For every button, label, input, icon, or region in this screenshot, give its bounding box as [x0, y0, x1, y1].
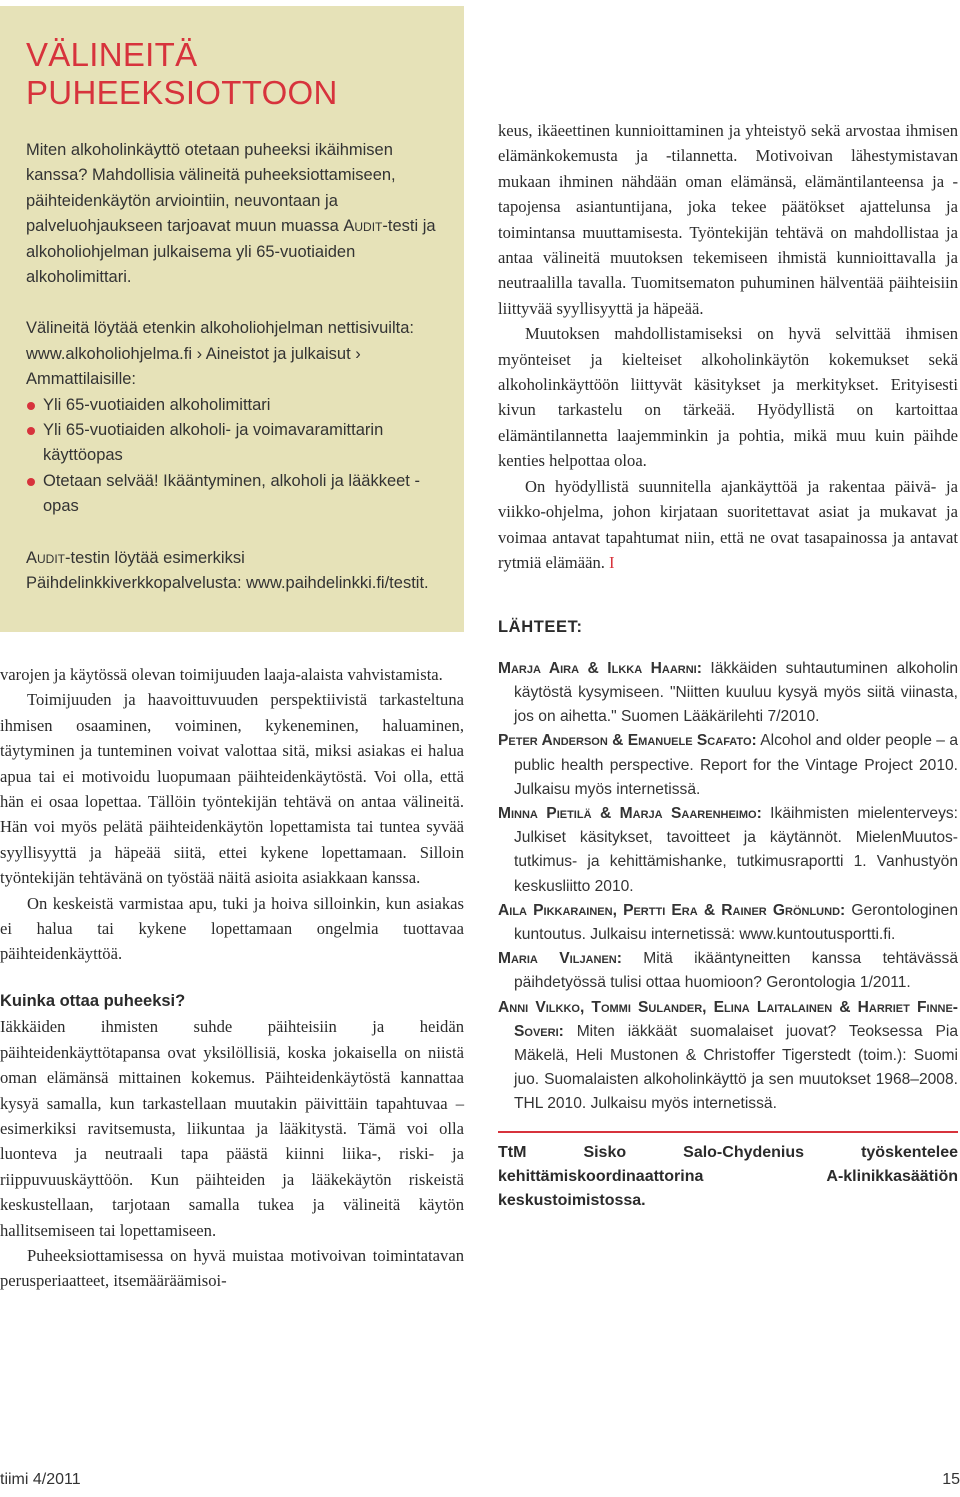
box-intro-suffix: -testi ja alkoholiohjelman julkaisema yli 65-vuotiaiden alkoholimittari. — [26, 217, 436, 287]
box-title-line-1: VÄLINEITÄ — [26, 36, 198, 73]
bullet-text: Yli 65-vuotiaiden alkoholi- ja voimavaramittarin käyttöopas — [43, 421, 384, 465]
body-paragraph — [498, 474, 958, 576]
source-authors: Maria Viljanen: — [498, 950, 622, 968]
author-bio: TtM Sisko Salo-Chydenius työskentelee kehittämiskoordinaattorina A-klinikkasäätiön keskustoimistossa. — [498, 1143, 958, 1209]
source-text: Mitä ikääntyneitten kanssa tehtävässä päihdetyössä tulisi ottaa huomioon? Gerontologia 1/2011. — [514, 950, 958, 992]
box-title-line-2: PUHEEKSIOTTOON — [26, 74, 338, 111]
audit-word: Audit — [26, 548, 66, 567]
paragraph-text: On hyödyllistä suunnitella ajankäyttöä ja rakentaa päivä- ja viikko-ohjelma, johon kirjataan suoritettavat asiat ja mukavat ja voimaa antavat tapahtumat niin, että ne ovat tasapainossa ja antavat rytmiä elämään. — [498, 476, 958, 572]
source-entry — [498, 729, 958, 802]
page-number: 15 — [942, 1471, 960, 1488]
box-intro-text: Miten alkoholinkäyttö otetaan puheeksi ikäihmisen kanssa? Mahdollisia välineitä puheeksiottamiseen, päihteidenkäytön arviointiin, neuvontaan ja palveluohjaukseen tarjoavat muun muassa — [26, 141, 396, 236]
body-paragraph: Muutoksen mahdollistamiseksi on hyvä selvittää ihmisen myönteiset ja kielteiset alkoholinkäytön kokemukset sekä alkoholinkäyttöön liittyvät käsitykset ja merkitykset. Erityisesti kivun tarkastelu on tärkeää. Hyödyllistä on kartoittaa elämäntilannetta laajemminkin ja pohtia, mikä muu kuin päihde kenties helpottaa oloa. — [498, 324, 958, 471]
source-authors: Aila Pikkarainen, Pertti Era & Rainer Grönlund: — [498, 901, 846, 919]
box-bullet-list — [26, 393, 442, 520]
left-column — [0, 662, 464, 1294]
bullet-text: Yli 65-vuotiaiden alkoholimittari — [43, 395, 271, 414]
source-authors: Anni Vilkko, Tommi Sulander, Elina Laitalainen & Harriet Finne-Soveri: — [498, 998, 958, 1040]
box-links-text: Välineitä löytää etenkin alkoholiohjelman nettisivuilta: www.alkoholiohjelma.fi › Aineistot ja julkaisut › Ammattilaisille: — [26, 319, 414, 389]
bullet-icon — [27, 402, 35, 410]
body-paragraph: On keskeistä varmistaa apu, tuki ja hoiva silloinkin, kun asiakas ei halua tai kykene lopettamaan ongelmia tuottavaa päihteidenkäyttöä. — [0, 893, 464, 964]
source-text: Iäkkäiden suhtautuminen alkoholin käytöstä kysymiseen. "Niitten kuuluu kysyä myös siitä viinasta, jos on aihetta." Suomen Lääkärilehti 7/2010. — [514, 659, 958, 726]
source-text: Alcohol and older people – a public health perspective. Report for the Vintage Project 2010. Julkaisu myös internetissä. — [514, 732, 958, 798]
source-text: Ikäihmisten mielenterveys: Julkiset käsitykset, tavoitteet ja käytännöt. MielenMuutos-tutkimus- ja kehittämishanke, tutkimusraportti 1. Vanhustyön keskusliitto 2010. — [514, 804, 959, 895]
sources-heading: LÄHTEET: — [498, 618, 583, 637]
body-paragraph: Toimijuuden ja haavoittuvuuden perspektiivistä tarkasteltuna ihmisen osaaminen, voiminen, kykeneminen, haluaminen, täytyminen ja tunteminen voivat valottaa sitä, miksi asiakas ei halua apua tai ei motivoidu luopumaan päihteidenkäytöstä. Voi olla, että hän ei osaa lopettaa. Tällöin työntekijän tehtävä on antaa välineitä. Hän voi myös pelätä päihteidenkäytön lopettamista tai tuntea syvää syyllisyyttä ja häpeää siitä, ettei kykene lopettamaan. Silloin työntekijän tehtävänä on työstää näitä asioita asiakkaan kanssa. — [0, 690, 464, 888]
source-authors: Peter Anderson & Emanuele Scafato: — [498, 732, 757, 750]
list-item — [26, 469, 442, 520]
list-item — [26, 393, 442, 418]
audit-word: Audit — [343, 217, 383, 236]
bullet-icon — [27, 478, 35, 486]
section-subheading: Kuinka ottaa puheeksi? — [0, 991, 186, 1010]
source-authors: Marja Aira & Ilkka Haarni: — [498, 659, 702, 677]
box-title — [26, 36, 442, 112]
source-entry — [498, 899, 958, 947]
source-text: Gerontologinen kuntoutus. Julkaisu internetissä: www.kuntoutusportti.fi. — [514, 901, 959, 943]
box-audit-text: -testin löytää esimerkiksi Päihdelinkkiverkkopalvelusta: www.paihdelinkki.fi/testit. — [26, 548, 429, 593]
sources-list — [498, 657, 958, 1117]
body-paragraph: Iäkkäiden ihmisten suhde päihteisiin ja heidän päihteidenkäyttötapansa ovat yksilöllisiä, koska jokaisella on niistä oman elämänsä mittainen kokemus. Päihteidenkäytöstä kannattaa kysyä samalla, kun tarkastellaan muutakin päivittäin tapahtuvaa – esimerkiksi ravitsemusta, liikuntaa ja lääkitystä. Tämä voi olla luonteva ja neutraali tapa päästä kiinni liika-, riski- ja riippuvuuskäyttöön. Kun päihteiden ja lääkekäytön riskeistä keskustellaan, tarjotaan samalla tukea ja välineitä käytön hallitsemiseen tai lopettamiseen. — [0, 1017, 464, 1240]
body-paragraph: varojen ja käytössä olevan toimijuuden laaja-alaista vahvistamista. — [0, 665, 443, 684]
bullet-icon — [27, 427, 35, 435]
footer-publication: tiimi 4/2011 — [0, 1471, 81, 1488]
divider — [498, 1131, 958, 1133]
body-paragraph: Puheeksiottamisessa on hyvä muistaa motivoivan toimintatavan perusperiaatteet, itsemääräämisoi- — [0, 1245, 464, 1291]
right-column — [498, 118, 958, 1213]
list-item — [26, 418, 442, 469]
source-text: Miten iäkkäät suomalaiset juovat? Teoksessa Pia Mäkelä, Heli Mustonen & Christoffer Tigerstedt (toim.): Suomi juo. Suomalaisten alkoholinkäyttö ja sen muutokset 1968–2008. THL 2010. Julkaisu myös internetissä. — [514, 1022, 958, 1113]
info-box — [0, 6, 464, 632]
box-intro — [26, 138, 442, 290]
source-entry — [498, 996, 958, 1117]
source-entry — [498, 657, 958, 730]
bullet-text: Otetaan selvää! Ikääntyminen, alkoholi ja lääkkeet -opas — [43, 471, 420, 516]
source-authors: Minna Pietilä & Marja Saarenheimo: — [498, 804, 762, 822]
source-entry — [498, 947, 958, 995]
box-audit-note — [26, 546, 442, 597]
end-mark: I — [609, 552, 615, 572]
body-paragraph: keus, ikäeettinen kunnioittaminen ja yhteistyö sekä arvostaa ihmisen elämänkokemusta ja -tilannetta. Motivoivan lähestymistavan mukaan ihminen nähdään oman elämänsä, elämäntilanteensa ja -tapojensa asiantuntijana, joka tekee päätökset ajattelunsa ja toimintansa muuttamisesta. Työntekijän tehtävä on mahdollistaa ja antaa välineitä muutoksen tekemiseen ihmistä kunnioittavalla ja neutraalilla tavalla. Tuomitsematon puhuminen hälventää päihteisiin liittyvää syyllisyyttä ja häpeää. — [498, 121, 958, 318]
source-entry — [498, 802, 958, 899]
